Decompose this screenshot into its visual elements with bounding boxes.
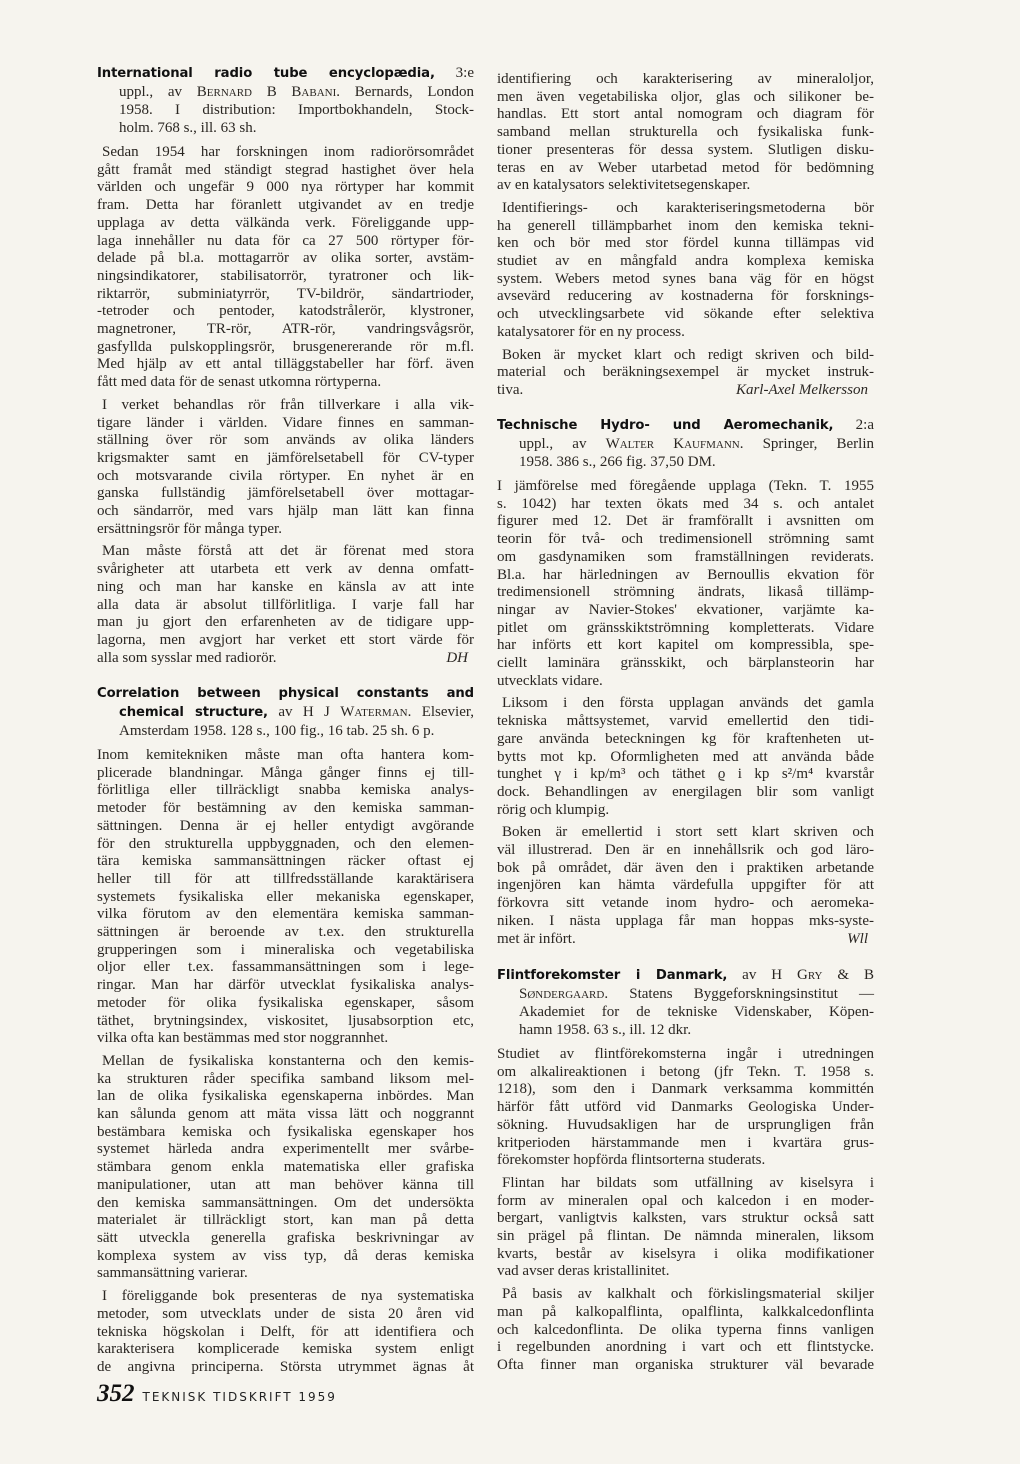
text-line: krigsmakter samt en jämförelsetabell för CV-typer [97,449,474,466]
bibliographic-text: . Elsevier, [407,704,475,720]
text-line: form av mineralen opal och kalcedon i en moder- [497,1192,874,1209]
text-line: samband mellan strukturella och fysikaliska funk- [497,124,874,141]
text-line: har införts ett kort kapitel om kompressibla, spe- [497,637,874,654]
text-line: metoder, som utvecklats under de sista 20 åren vid [97,1305,474,1322]
text-line: ställning över rör som används av olika länders [97,432,474,449]
text-line: tunghet γ i kp/m³ och täthet ϱ i kp s²/m⁴ kvarstår [497,766,874,783]
text-line: härför fått utförd vid Danmarks Geologiska Under- [497,1099,874,1116]
text-line: svårigheter att utarbeta ett verk av denna omfatt- [97,561,474,578]
text-line: s. 1042) har texten ökats med 34 s. och antalet [497,495,874,512]
heading-line [497,985,874,1003]
text-line: material och beräkningsexempel är mycket instruk- [497,364,874,381]
paragraph [497,1286,874,1375]
heading-line [497,435,874,453]
text-line-with-signature [497,382,874,400]
text-line: I föreliggande bok presenteras de nya systematiska [102,1288,474,1305]
text-line: man ju gjort den erfarenheten av de tidigare upp- [97,614,474,631]
text-line: ringar. Man har därför utvecklat fysikaliska analys- [97,977,474,994]
text-line: manipulationer, utan att man behöver känna till [97,1176,474,1193]
book-title: chemical structure, [119,705,268,720]
text-line: heller till för att tillfredsställande karaktärisera [97,870,474,887]
text-line: Boken är emellertid i stort sett klart skriven och [502,824,874,841]
text-line: kritperioden härstammande men i kvartära grus- [497,1134,874,1151]
text-line: lagorna, men avgjort har verket ett stort värde för [97,631,474,648]
text-line-with-signature [97,650,474,668]
text-line: metoder för olika fysikaliska egenskaper, såsom [97,994,474,1011]
text-line: för den strukturella uppbyggnaden, och den elemen- [97,835,474,852]
book-title: International radio tube encyclopædia, [97,66,435,81]
reviewer-signature: DH [446,649,468,666]
author-name: Waterman [340,704,408,720]
text-line: Sedan 1954 har forskningen inom radiorörsområdet [102,144,474,160]
text-line: kvarts, består av kiselsyra i olika modifikationer [497,1245,874,1262]
text-line: bestämbara kemiska och fysikaliska egenskaper hos [97,1123,474,1140]
bibliographic-text: uppl., av [519,436,606,452]
bibliographic-text: av H J [267,704,341,720]
bibliographic-text: hamn 1958. 63 s., ill. 12 dkr. [519,1022,692,1038]
paragraph [97,543,474,667]
text-line: de angivna principerna. Största utrymmet ägnas åt [97,1358,474,1375]
text-line: plicerade blandningar. Många gånger finns ej till- [97,764,474,781]
journal-name: TEKNISK TIDSKRIFT 1959 [142,1390,337,1404]
review-heading [97,64,474,137]
paragraph [97,144,474,392]
bibliographic-text: uppl., av [119,84,197,100]
text-line: magnetroner, TR-rör, ATR-rör, vandringsvågsrör, [97,321,474,338]
paragraph [497,347,874,400]
paragraph [97,1053,474,1283]
text-line: laga innehåller nu data för ca 27 500 rörtyper för- [97,232,474,249]
text-line: studiet av en mångfald andra komplexa kemiska [497,253,874,270]
text-line: Bl.a. har härledningen av Bernoullis ekvation för [497,566,874,583]
text-line: tredimensionell strömning ändrats, likaså tillämp- [497,584,874,601]
text-line: sin prägel på flintan. De nämnda mineralen, liksom [497,1228,874,1245]
text-line: Boken är mycket klart och redigt skriven och bild- [502,346,874,363]
bibliographic-text: Amsterdam 1958. 128 s., 100 fig., 16 tab. 25 sh. 6 p. [119,723,435,739]
review-technische-hydro-aeromechanik [497,416,874,948]
book-title: Flintforekomster i Danmark, [497,968,728,983]
text-line: riktarrör, subminiatyrrör, TV-bildrör, sändartrioder, [97,285,474,302]
text-line: tekniska måttsystemet, varvid emellertid den tidi- [497,713,874,730]
text-line: systemet härleda andra experimentellt mer svårbe- [97,1141,474,1158]
heading-line [497,966,874,985]
heading-line [97,722,474,740]
heading-line [497,416,874,435]
paragraph [497,1175,874,1281]
text-line: sättningen är beroende av t.ex. den strukturella [97,924,474,941]
text-line: tära kemiska sammansättningen räcker oftast ej [97,853,474,870]
text-line: rörig och klumpig. [497,801,610,818]
text-line: vad avser deras kristallinitet. [497,1263,670,1280]
text-line: gare använda beteckningen kg för kraftenheten ut- [497,730,874,747]
text-line: den kemiska sammansättningen. Om det undersökta [97,1194,474,1211]
text-line: vilka ofta kan bestämmas med stor noggrannhet. [97,1030,389,1047]
text-line: Flintan har bildats som utfällning av kiselsyra i [502,1174,874,1191]
text-line: världen och ungefär 9 000 nya rörtyper har kommit [97,179,474,196]
text-line: ingenjören kan hämta värdefulla uppgifter för att [497,877,874,894]
paragraph [497,695,874,819]
text-line: ganska fullständig jämförelsetabell över mottagar- [97,485,474,502]
review-flintforekomster-danmark [497,966,874,1375]
text-line: stämbara genom enkla matematiska eller grafiska [97,1159,474,1176]
text-line: grupperingen som i mineraliska och vegetabiliska [97,941,474,958]
text-line: sammansättning varierar. [97,1265,248,1282]
text-line: met är infört. [497,930,576,947]
text-line: -tetroder och pentoder, katodstrålerör, klystroner, [97,303,474,320]
bibliographic-text: . Bernards, London [336,84,475,100]
bibliographic-text: 1958. 386 s., 266 fig. 37,50 DM. [519,454,716,470]
bibliographic-text: 1958. I distribution: Importbokhandeln, Stock- [119,102,474,118]
page-footer [97,1380,337,1408]
text-line: och sändarrör, med vars hjälp man lätt kan finna [97,503,474,520]
text-line: fram. Detta har föranlett utgivandet av en tredje [97,197,474,214]
text-line: och utvecklingsarbete vid sökande efter selektiva [497,306,874,323]
text-line: om gasdynamiken som framställningen reviderats. [497,548,874,565]
page-number: 352 [97,1380,135,1407]
text-line: och motsvarande civila rörtyper. En nyhet är en [97,467,474,484]
text-line-with-signature [497,931,874,949]
text-line: teorin för två- och tredimensionell strömning samt [497,531,874,548]
heading-line [97,684,474,703]
heading-line [97,64,474,83]
text-line: av en katalysators selektivitetsegenskaper. [497,177,751,194]
text-line: förlitliga eller tillräckligt snabba kemiska analys- [97,782,474,799]
text-line: ningar av Navier-Stokes' ekvationer, varjämte ka- [497,601,874,618]
reviewer-signature: Wll [847,930,868,947]
book-title: Technische Hydro- und Aeromechanik, [497,418,834,433]
reviewer-signature: Karl-Axel Melkersson [735,381,868,398]
review-correlation-physical-constants [97,684,474,1377]
text-line: ka strukturen råder specifika samband liksom mel- [97,1070,474,1087]
text-line: ken och bör med stor fördel kunna tillämpas vid [497,235,874,252]
text-line: ningsindikatorer, stabilisatorrör, tyratroner och lik- [97,267,474,284]
bibliographic-text: av H [727,967,797,983]
paragraph [97,1288,474,1377]
text-line: bok på området, där även den i praktiken arbetande [497,859,874,876]
text-line: bytts mot kp. Oformligheten med att använda både [497,748,874,765]
text-line: men även vegetabiliska oljor, glas och silikoner be- [497,88,874,105]
text-line: Identifierings- och karakteriseringsmetoderna bör [502,199,874,216]
review-heading [497,966,874,1039]
text-line: systemets fysikaliska eller mekaniska egenskaper, [97,888,474,905]
text-line: komplexa system av viss typ, då deras kemiska [97,1247,474,1264]
bibliographic-text: . Statens Byggeforskningsinstitut — [604,986,874,1002]
text-line: Inom kemitekniken måste man ofta hantera kom- [97,747,474,763]
text-line: Studiet av flintförekomsterna ingår i utredningen [497,1046,874,1062]
text-line: man på kalkopalflinta, opalflinta, kalkkalcedonflinta [497,1303,874,1320]
text-line: På basis av kalkhalt och förkislingsmaterial skiljer [502,1286,874,1303]
paragraph [497,1046,874,1170]
text-line: sättningen. Denna är ej heller entydigt avgörande [97,817,474,834]
text-line: kan sålunda genom att mäta vissa lätt och noggrannt [97,1106,474,1123]
text-line: Ofta finner man organiska strukturer väl bevarade [497,1356,874,1373]
bibliographic-text: 2:a [833,417,875,433]
author-name: Bernard B Babani [196,84,337,100]
review-heading [97,684,474,740]
text-line: utvecklats vidare. [497,672,603,689]
text-line: Man måste förstå att det är förenat med stora [102,543,474,560]
text-line: ersättningsrör för många typer. [97,520,282,537]
book-title: Correlation between physical constants and [97,686,474,701]
text-line: förekomster hopförda flintsorterna studerats. [497,1152,766,1169]
text-line: system. Webers metod synes bana väg för en högst [497,270,874,287]
heading-line [497,453,874,471]
text-line: teras en av Weber utarbetad metod för bedömning [497,159,874,176]
text-line: figurer med 12. Det är framförallt i avsnitten om [497,513,874,530]
review-radio-tube-encyclopaedia [97,64,474,667]
review-heading [497,416,874,471]
text-line: 1218), som den i Danmark verksamma kommittén [497,1081,874,1098]
text-line: bergart, vanligtvis kalksten, vars struktur också satt [497,1210,874,1227]
text-line: katalysatorer för en ny process. [497,323,685,340]
bibliographic-text: . Springer, Berlin [739,436,874,452]
text-line: Med hjälp av ett antal tilläggstabeller har förf. även [97,356,474,373]
heading-line [497,1003,874,1021]
text-line: ha generell tillämpbarhet inom den kemiska tekni- [497,217,874,234]
paragraph [497,200,874,342]
paragraph [97,747,474,1048]
text-line: väl illustrerad. Den är en innehållsrik och god läro- [497,842,874,859]
text-line: alla som sysslar med radiorör. [97,649,277,666]
text-line: identifiering och karakterisering av mineraloljor, [497,71,874,87]
review-correlation-continued [497,66,874,400]
text-line: tiva. [497,381,524,398]
text-line: oljor eller t.ex. fassammansättningen som i lege- [97,959,474,976]
text-line: I verket behandlas rör från tillverkare i alla vik- [102,396,474,413]
text-line: handlas. Ett stort antal nomogram och diagram för [497,106,874,123]
text-line: ning och man har kanske en känsla av att inte [97,578,474,595]
author-name: Søndergaard [519,986,605,1002]
heading-line [97,119,474,137]
text-line: sätt utveckla generella grafiska beskrivningar av [97,1229,474,1246]
paragraph [497,478,874,690]
text-line: gått framåt med ständigt stegrad hastighet över hela [97,161,474,178]
text-line: niken. I nästa upplaga får man hoppas mks-syste- [497,912,874,929]
bibliographic-text: holm. 768 s., ill. 63 sh. [119,120,257,136]
text-line: om alkalireaktionen i betong (jfr Tekn. T. 1958 s. [497,1063,874,1080]
heading-line [97,703,474,722]
text-line: gasfyllda pulskopplingsrör, brusgenererande rör m.fl. [97,338,474,355]
author-name: Gry [796,967,823,983]
text-line: delade på bl.a. mottagarrör av olika sorter, avstäm- [97,250,474,267]
text-line: I jämförelse med föregående upplaga (Tekn. T. 1955 [497,478,874,494]
paragraph [497,71,874,195]
bibliographic-text: & B [822,967,874,983]
text-line: materialet är tillräckligt stort, kan man på detta [97,1212,474,1229]
text-line: tekniska högskolan i Delft, för att identifiera och [97,1323,474,1340]
text-line: Liksom i den första upplagan används det gamla [502,695,874,712]
text-line: Mellan de fysikaliska konstanterna och den kemis- [102,1052,474,1069]
text-line: metoder för bestämning av den kemiska samman- [97,800,474,817]
text-line: dock. Behandlingen av energilagen blir som vanligt [497,783,874,800]
text-line: förkovra sitt vetande inom hydro- och aeromeka- [497,895,874,912]
paragraph [497,824,874,948]
text-line: vilka förutom av den elementära kemiska samman- [97,906,474,923]
heading-line [497,1021,874,1039]
text-line: och kalcedonflinta. De olika typerna finns vanligen [497,1321,874,1338]
text-line: i regelbunden anordning i vart och ett flintstycke. [497,1339,874,1356]
text-line: avsevärd reducering av kostnaderna för forsknings- [497,288,874,305]
text-line: sökning. Huvudsakligen har de ursprungligen från [497,1116,874,1133]
text-line: lan de olika fysikaliska egenskaperna inbördes. Man [97,1088,474,1105]
bibliographic-text: Akademiet for de tekniske Videnskaber, Köpen- [519,1004,874,1020]
heading-line [97,101,474,119]
text-line: tioner presenteras för dessa system. Slutligen disku- [497,141,874,158]
text-line: pitlet om gränsskiktströmning kompletterats. Vidare [497,619,874,636]
text-line: täthet, brytningsindex, viskositet, ljusabsorption etc, [97,1012,474,1029]
bibliographic-text: 3:e [434,65,475,81]
text-line: upplaga av detta välkända verk. Föreliggande upp- [97,214,474,231]
text-line: karakterisera komplicerade kemiska system enligt [97,1341,474,1358]
text-line: tigare länder i världen. Vidare finnes en samman- [97,414,474,431]
text-line: fått med data för de senast utkomna rörtyperna. [97,374,382,391]
author-name: Walter Kaufmann [605,436,740,452]
text-line: alla data är absolut tillförlitliga. I varje fall har [97,596,474,613]
paragraph [97,397,474,539]
text-line: ciellt laminära gränsskikt, och bärplansteorin har [497,655,874,672]
heading-line [97,83,474,101]
